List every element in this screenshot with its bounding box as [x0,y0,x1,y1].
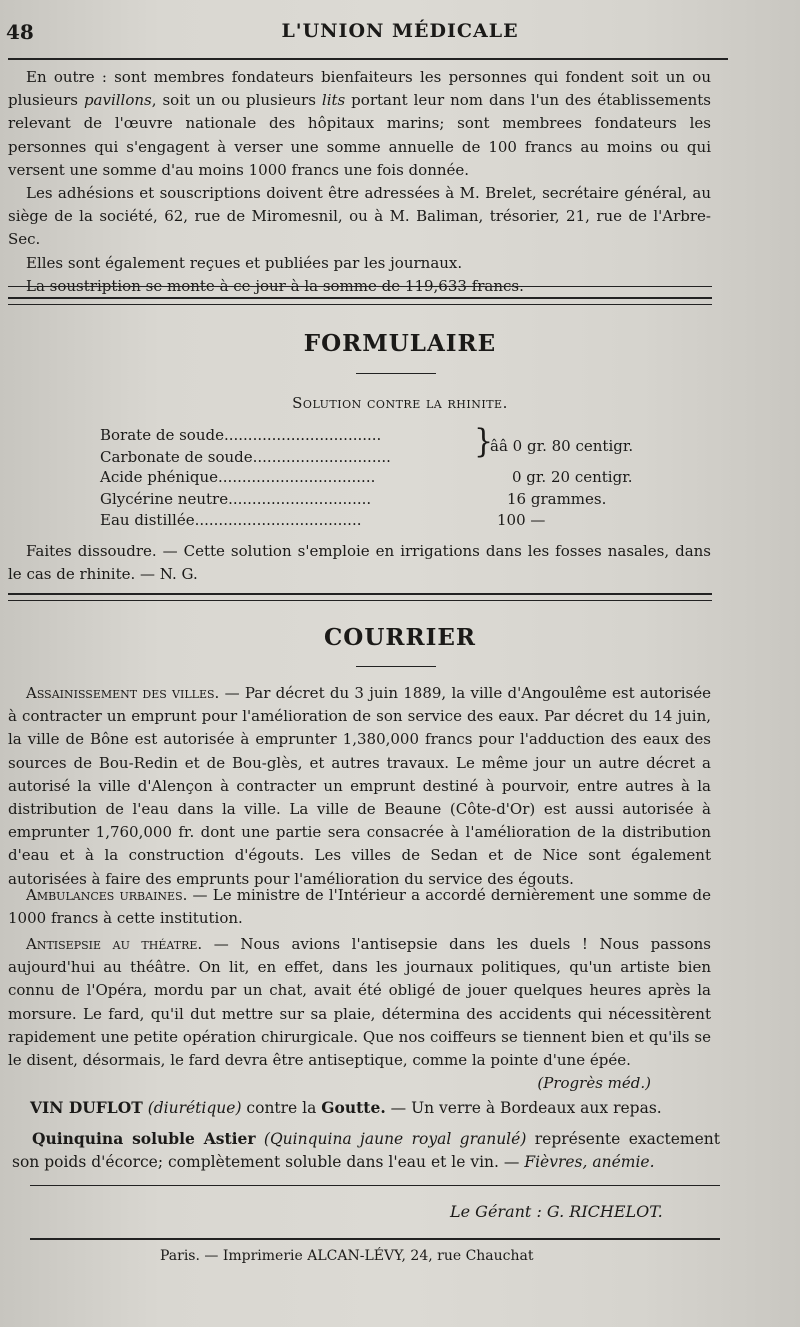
item-source: (Progrès méd.) [537,1074,651,1093]
intro-paragraph: Elles sont également reçues et publiées par les journaux. [26,253,463,272]
courrier-item [8,884,711,930]
advertisement-quinquina [12,1127,720,1174]
formulaire-title: FORMULAIRE [303,330,497,357]
courrier-item [8,682,711,891]
ingredient-dots: ................................. [223,426,382,444]
ad-text: contre la [241,1099,322,1117]
item-text: — Le ministre de l'Intérieur a accordé dernièrement une somme de 1000 francs à cette institution. [8,886,711,928]
imprint-rule [30,1238,720,1240]
ingredient-dots: ............................. [252,448,391,466]
ingredient-name: Glycérine neutre [100,490,229,508]
ad-product-name: Quinquina soluble Astier [32,1129,256,1148]
brace-symbol: } [474,422,494,461]
page-header [0,18,800,48]
ad-subtitle: (diurétique) [147,1099,242,1117]
ad-text: représente exactement son poids d'écorce; complètement soluble dans l'eau et le vin. — [12,1130,721,1171]
ingredient-name: Carbonate de soude [100,448,253,466]
footer-rule [30,1185,720,1186]
ad-text: Fièvres, anémie. [524,1153,655,1171]
title-underline [356,666,436,667]
instructions-text: Faites dissoudre. — Cette solution s'emploie en irrigations dans les fosses nasales, dans le cas de rhinite. — N. G. [8,542,711,584]
ingredient-dots: .............................. [228,490,372,508]
item-heading: Ambulances urbaines. [26,886,188,904]
ingredient-row [100,448,391,466]
running-title: L'UNION MÉDICALE [281,20,519,42]
ingredient-name: Borate de soude [100,426,224,444]
item-heading: Assainissement des villes. [26,684,220,702]
item-text: — Nous avions l'antisepsie dans les duels ! Nous passons aujourd'hui au théâtre. On lit, en effet, dans les journaux politiques, qu'un artiste bien connu de l'Opéra, mordu par un chat, avait été obligé de jouer quelques heures après la morsure. Le fard, qu'il dut mettre sur sa plaie, détermina des accidents qui nécessitèrent rapidement une petite opération chirurgicale. Que nos coiffeurs se tiennent bien et qu'ils se le disent, désormais, le fard devra être antiseptique, comme la pointe d'une épée. [8,935,711,1070]
ad-keyword: Goutte. [321,1098,386,1117]
ad-text: — Un verre à Bordeaux aux repas. [385,1099,662,1117]
item-text: — Par décret du 3 juin 1889, la ville d'Angoulême est autorisée à contracter un emprunt pour l'amélioration de son service des eaux. Par décret du 14 juin, la ville de Bône est autorisée à emprunter 1,380,000 francs pour l'adduction des eaux des sources de Bou-Redin et de Bou-glès, et autres travaux. Le même jour un autre décret a autorisé la ville d'Alençon à contracter un emprunt destiné à pourvoir, entre autres à la distribution de l'eau dans la ville. La ville de Beaune (Côte-d'Or) est aussi autorisée à emprunter 1,760,000 fr. dont une partie sera consacrée à l'amélioration de la distribution d'eau et à la construction d'égouts. Les villes de Sedan et de Nice sont également autorisées à faire des emprunts pour l'amélioration du service des égouts. [8,684,711,888]
emphasis-text: lits [321,91,346,110]
intro-paragraph: En outre : sont membres fondateurs bienfaiteurs les personnes qui fondent soit un ou plusieurs pavillons, soit un ou plusieurs lits portant leur nom dans l'un des établissements relevant de l'œuvre nationale des hôpitaux marins; sont membrees fondateurs les personnes qui s'engagent à verser une somme annuelle de 100 francs au moins ou qui versent une somme d'au moins 1000 francs une fois donnée. [8,68,712,179]
imprint: Paris. — Imprimerie ALCAN-LÉVY, 24, rue Chauchat [160,1248,534,1264]
title-underline [356,373,436,374]
ingredient-qty: 16 grammes. [507,490,607,508]
courrier-title: COURRIER [323,624,477,651]
item-heading: Antisepsie au théatre. [26,935,203,953]
formula-subtitle: Solution contre la rhinite. [292,394,508,412]
ingredient-dots: ................................... [194,511,362,529]
emphasis-text: pavillons [83,91,152,110]
ad-subtitle: (Quinquina jaune royal granulé) [263,1130,527,1148]
intro-paragraph: La soustription se monte à ce jour à la somme de 119,633 francs. [26,276,524,295]
ingredient-row [100,468,375,486]
intro-paragraph: Les adhésions et souscriptions doivent être adressées à M. Brelet, secrétaire général, au siège de la société, 62, rue de Miromesnil, ou à M. Baliman, trésorier, 21, rue de l'Arbre-Sec. [8,184,711,249]
courrier-item [8,933,711,1095]
ingredient-dots: ................................. [218,468,376,486]
ingredient-row [100,511,361,529]
advertisement-vin [30,1096,720,1120]
ingredient-name: Acide phénique [100,468,219,486]
section-double-rule [8,297,712,305]
ingredient-qty: 100 — [497,511,546,529]
ad-product-name: VIN DUFLOT [30,1098,143,1117]
signature [450,1202,663,1221]
ingredient-row [100,490,371,508]
formula-instructions [8,540,711,586]
ingredient-row [100,426,381,444]
intro-text [8,66,711,298]
section-rule [8,286,712,287]
signature-text: Le Gérant : G. RICHELOT. [450,1202,663,1221]
ingredient-qty: 0 gr. 20 centigr. [512,468,633,486]
ingredient-name: Eau distillée [100,511,195,529]
header-rule [8,58,728,60]
page-number: 48 [6,20,34,44]
ingredient-qty: ââ 0 gr. 80 centigr. [490,437,634,455]
section-double-rule [8,593,712,601]
